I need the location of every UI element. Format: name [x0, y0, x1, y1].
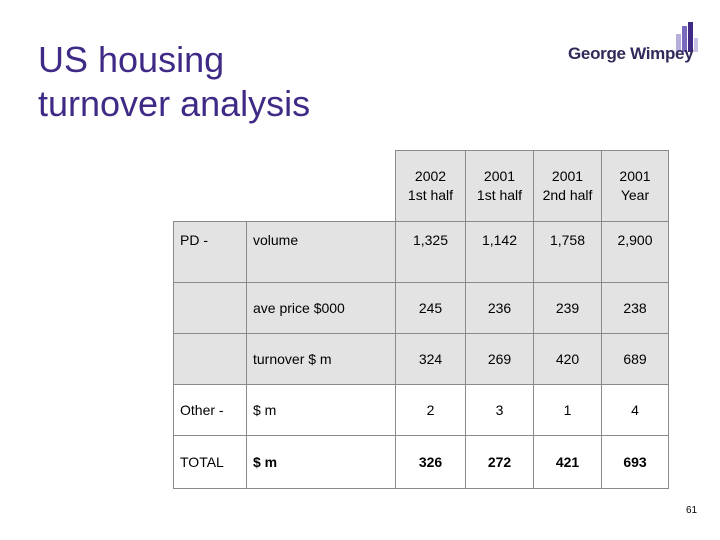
table-row	[174, 283, 669, 334]
header-line: 2nd half	[542, 187, 593, 203]
row-group: TOTAL	[174, 436, 247, 489]
header-2001-year	[602, 151, 669, 222]
page-number: 61	[686, 505, 698, 516]
table-row	[174, 385, 669, 436]
cell-value: 238	[602, 283, 669, 334]
header-line: Year	[620, 187, 650, 203]
turnover-table	[173, 150, 669, 489]
cell-value: 693	[602, 436, 669, 489]
cell-value: 245	[396, 283, 466, 334]
header-2002-h1	[396, 151, 466, 222]
header-line: 1st half	[407, 187, 454, 203]
table-row-total	[174, 436, 669, 489]
title-line-1: US housing	[38, 39, 225, 80]
header-2001-h2	[534, 151, 602, 222]
cell-value: 1,758	[534, 222, 602, 283]
cell-value: 1,142	[466, 222, 534, 283]
header-line: 2002	[414, 168, 447, 184]
row-label: turnover $ m	[247, 334, 396, 385]
cell-value: 1	[534, 385, 602, 436]
row-label: ave price $000	[247, 283, 396, 334]
cell-value: 689	[602, 334, 669, 385]
cell-value: 236	[466, 283, 534, 334]
header-line: 2001	[551, 168, 584, 184]
slide-title	[38, 38, 310, 126]
header-row	[174, 151, 669, 222]
cell-value: 3	[466, 385, 534, 436]
header-blank	[247, 151, 396, 222]
row-group: Other -	[174, 385, 247, 436]
header-2001-h1	[466, 151, 534, 222]
logo-text: George Wimpey	[568, 44, 694, 63]
title-line-2: turnover analysis	[38, 83, 311, 124]
row-label: $ m	[247, 385, 396, 436]
cell-value: 272	[466, 436, 534, 489]
header-line: 1st half	[476, 187, 523, 203]
row-label: $ m	[247, 436, 396, 489]
table-row	[174, 334, 669, 385]
header-line: 2001	[619, 168, 651, 184]
header-blank	[174, 151, 247, 222]
cell-value: 324	[396, 334, 466, 385]
row-label: volume	[247, 222, 396, 283]
cell-value: 2	[396, 385, 466, 436]
cell-value: 2,900	[602, 222, 669, 283]
table-row	[174, 222, 669, 283]
cell-value: 420	[534, 334, 602, 385]
george-wimpey-logo	[568, 22, 698, 68]
row-group: PD -	[174, 222, 247, 283]
cell-value: 269	[466, 334, 534, 385]
cell-value: 1,325	[396, 222, 466, 283]
cell-value: 421	[534, 436, 602, 489]
cell-value: 239	[534, 283, 602, 334]
row-group	[174, 283, 247, 334]
header-line: 2001	[483, 168, 516, 184]
cell-value: 326	[396, 436, 466, 489]
cell-value: 4	[602, 385, 669, 436]
row-group	[174, 334, 247, 385]
